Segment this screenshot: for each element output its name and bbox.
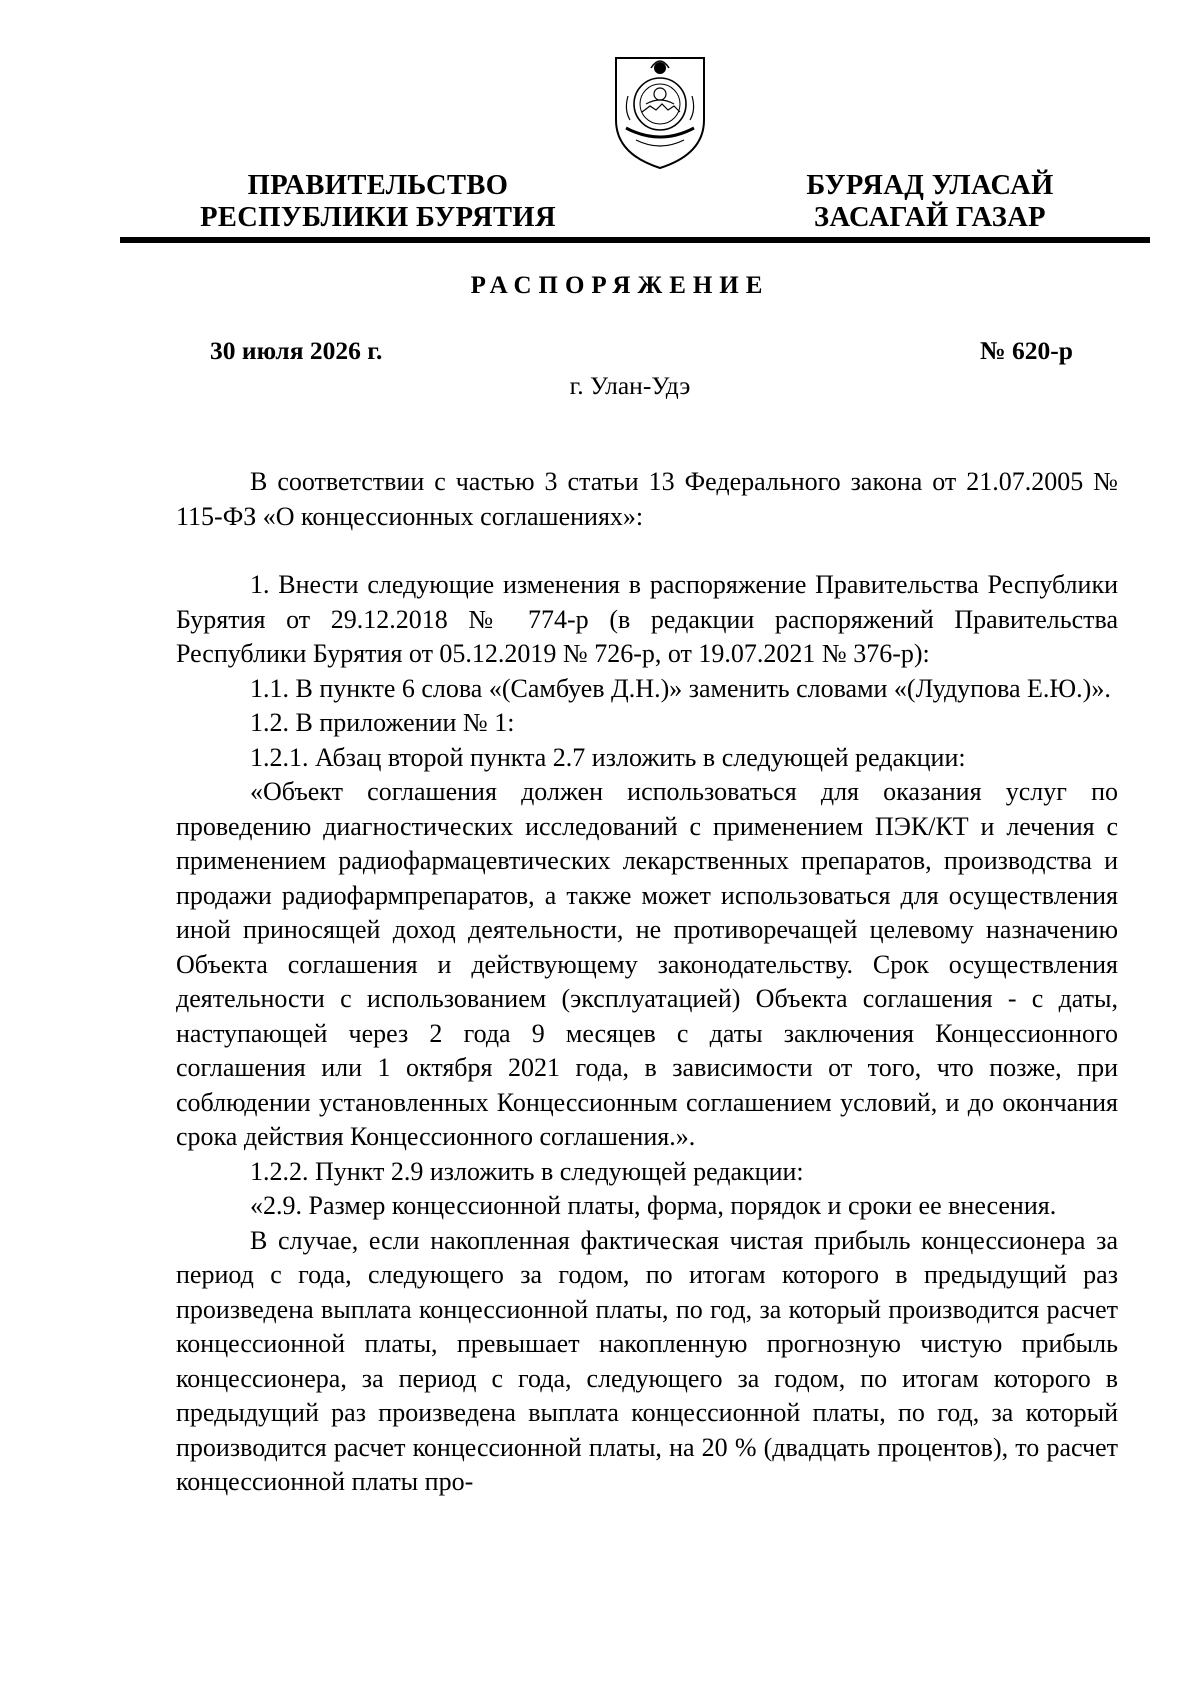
preamble-paragraph: В соответствии с частью 3 статьи 13 Федерального закона от 21.07.2005 № 115-ФЗ «О концессионных соглашениях»: <box>176 467 1118 531</box>
government-name-buryat-line1: БУРЯАД УЛАСАЙ <box>806 170 1054 201</box>
government-name-line1: ПРАВИТЕЛЬСТВО <box>247 170 509 201</box>
government-name-buryat <box>780 170 1080 234</box>
document-city: г. Улан-Удэ <box>569 371 691 400</box>
clause-1-2-1-text: «Объект соглашения должен использоваться для оказания услуг по проведению диагностических исследований с применением ПЭК/КТ и лечения с применением радиофармацевтических лекарственных препаратов, производства и продажи радиофармпрепаратов, а также может использоваться для осуществления иной приносящей доход деятельности, не противоречащей целевому назначению Объекта соглашения и действующему законодательству. Срок осуществления деятельности с использованием (эксплуатацией) Объекта соглашения - с даты, наступающей через 2 года 9 месяцев с даты заключения Концессионного соглашения или 1 октября 2021 года, в зависимости от того, что позже, при соблюдении установленных Концессионным соглашением условий, и до окончания срока действия Концессионного соглашения.». <box>176 777 1118 1151</box>
clause-1: 1. Внести следующие изменения в распоряжение Правительства Республики Бурятия от 29.12.2018 № 774-р (в редакции распоряжений Правительства Республики Бурятия от 05.12.2019 № 726-р, от 19.07.2021 № 376-р): <box>176 570 1118 668</box>
clause-2-9-heading: «2.9. Размер концессионной платы, форма, порядок и сроки ее внесения. <box>250 1191 1057 1220</box>
document-number: № 620-р <box>980 336 1073 365</box>
header-divider <box>120 237 1150 243</box>
coat-of-arms-emblem <box>610 50 710 172</box>
government-name-line2: РЕСПУБЛИКИ БУРЯТИЯ <box>200 202 556 233</box>
document-type-title: РАСПОРЯЖЕНИЕ <box>470 272 770 299</box>
government-name-russian <box>178 170 578 234</box>
document-date: 30 июля 2026 г. <box>210 336 383 365</box>
clause-1-2: 1.2. В приложении № 1: <box>250 708 515 737</box>
document-body <box>176 465 1118 1500</box>
clause-1-2-1: 1.2.1. Абзац второй пункта 2.7 изложить в следующей редакции: <box>250 742 966 772</box>
clause-1-2-2: 1.2.2. Пункт 2.9 изложить в следующей редакции: <box>250 1156 804 1186</box>
government-name-buryat-line2: ЗАСАГАЙ ГАЗАР <box>814 202 1046 233</box>
clause-1-1: 1.1. В пункте 6 слова «(Самбуев Д.Н.)» заменить словами «(Лудупова Е.Ю.)». <box>250 673 1111 703</box>
clause-2-9-text: В случае, если накопленная фактическая чистая прибыль концессионера за период с года, следующего за годом, по итогам которого в предыдущий раз произведена выплата концессионной платы, по год, за который производится расчет концессионной платы, превышает накопленную прогнозную чистую прибыль концессионера, за период с года, следующего за годом, по итогам которого в предыдущий раз произведена выплата концессионной платы, по год, за который производится расчет концессионной платы, на 20 % (двадцать процентов), то расчет концессионной платы про- <box>176 1225 1118 1496</box>
